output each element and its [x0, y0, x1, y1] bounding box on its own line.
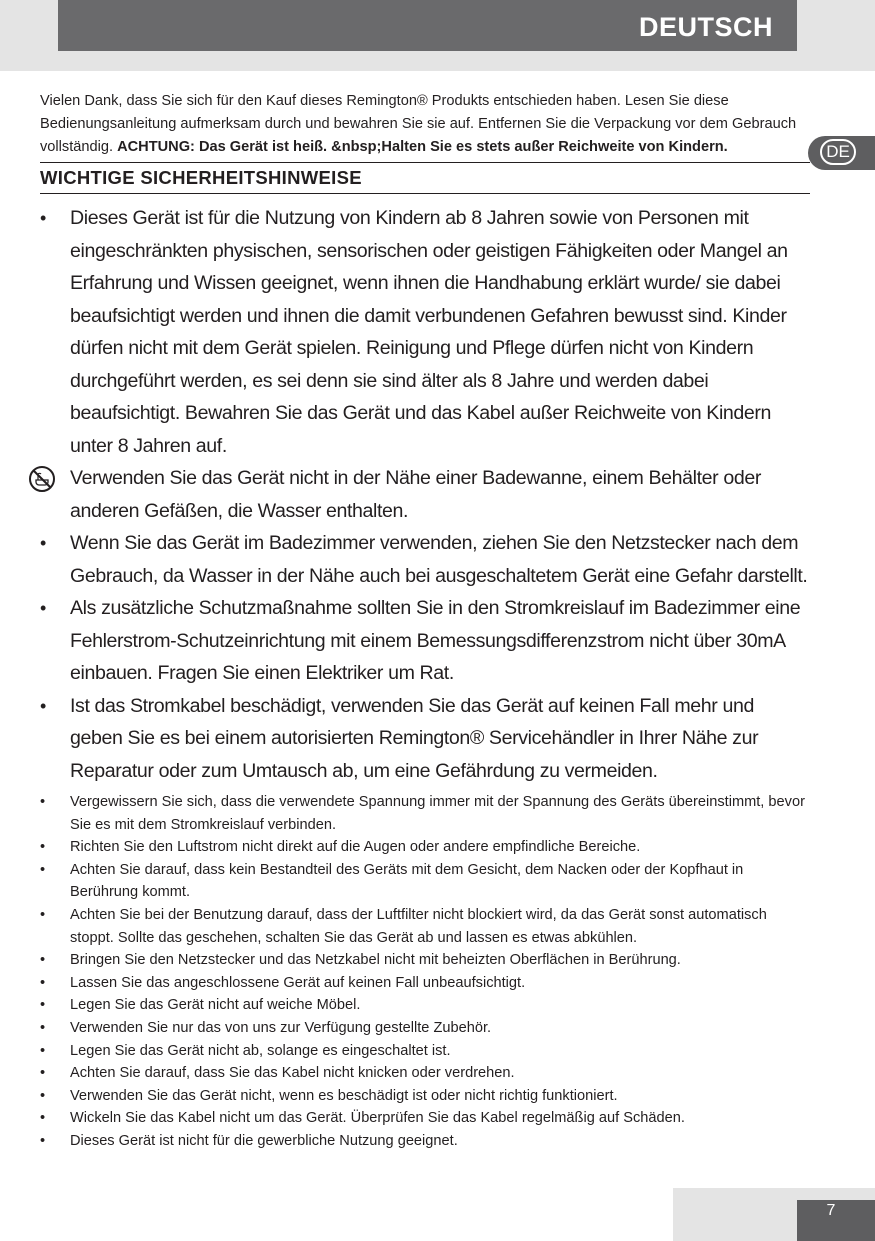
large-safety-list	[40, 202, 810, 787]
intro-text: Vielen Dank, dass Sie sich für den Kauf dieses Remington® Produkts entschieden haben. Lesen Sie diese Bedienungsanleitung aufmerksam durch und bewahren Sie sie auf. Entfernen Sie die Verpackung vor dem Gebrauch vollständig.	[40, 93, 797, 155]
list-item: • Bringen Sie den Netzstecker und das Netzkabel nicht mit beheizten Oberflächen in Berührung.	[40, 949, 810, 972]
list-item: • Legen Sie das Gerät nicht ab, solange es eingeschaltet ist.	[40, 1040, 810, 1063]
list-item: • Dieses Gerät ist nicht für die gewerbliche Nutzung geeignet.	[40, 1130, 810, 1153]
list-item: • Dieses Gerät ist für die Nutzung von Kindern ab 8 Jahren sowie von Personen mit eingeschränkten physischen, sensorischen oder geistigen Fähigkeiten oder Mangel an Erfahrung und Wissen geeignet, wenn ihnen die Handhabung erklärt wurde/ sie dabei beaufsichtigt werden und ihnen die damit verbundenen Gefahren bewusst sind. Kinder dürfen nicht mit dem Gerät spielen. Reinigung und Pflege dürfen nicht von Kindern durchgeführt werden, es sei denn sie sind älter als 8 Jahre und werden dabei beaufsichtigt. Bewahren Sie das Gerät und das Kabel außer Reichweite von Kindern unter 8 Jahren auf.	[40, 202, 810, 462]
list-item: • Verwenden Sie das Gerät nicht, wenn es beschädigt ist oder nicht richtig funktioniert.	[40, 1085, 810, 1108]
intro-warning: ACHTUNG: Das Gerät ist heiß. &nbsp;Halten Sie es stets außer Reichweite von Kindern.	[117, 139, 728, 155]
bullet: •	[40, 974, 46, 991]
list-item: • Lassen Sie das angeschlossene Gerät auf keinen Fall unbeaufsichtigt.	[40, 972, 810, 995]
language-header: DEUTSCH	[58, 0, 797, 51]
bullet: •	[40, 208, 46, 228]
bullet: •	[40, 952, 46, 969]
intro-paragraph	[40, 90, 810, 159]
bullet: •	[40, 1019, 46, 1036]
bullet: •	[40, 533, 46, 553]
list-item: • Wenn Sie das Gerät im Badezimmer verwenden, ziehen Sie den Netzstecker nach dem Gebrauch, da Wasser in der Nähe auch bei ausgeschaltetem Gerät eine Gefahr darstellt.	[40, 527, 810, 592]
language-code-badge: DE	[820, 139, 856, 165]
list-item: • Achten Sie bei der Benutzung darauf, dass der Luftfilter nicht blockiert wird, da das Gerät sonst automatisch stoppt. Sollte das geschehen, schalten Sie das Gerät ab und lassen es etwas abkühlen.	[40, 904, 810, 949]
list-item: • Verwenden Sie nur das von uns zur Verfügung gestellte Zubehör.	[40, 1017, 810, 1040]
bullet: •	[40, 1087, 46, 1104]
language-tab	[808, 136, 875, 170]
list-item: • Wickeln Sie das Kabel nicht um das Gerät. Überprüfen Sie das Kabel regelmäßig auf Schäden.	[40, 1107, 810, 1130]
list-item: • Legen Sie das Gerät nicht auf weiche Möbel.	[40, 994, 810, 1017]
list-item: • Als zusätzliche Schutzmaßnahme sollten Sie in den Stromkreislauf im Badezimmer eine Fehlerstrom-Schutzeinrichtung mit einem Bemessungsdifferenzstrom nicht über 30mA einbauen. Fragen Sie einen Elektriker um Rat.	[40, 592, 810, 690]
no-bathtub-icon	[28, 465, 56, 493]
bullet: •	[40, 861, 46, 878]
divider-bottom	[40, 193, 810, 194]
section-title: WICHTIGE SICHERHEITSHINWEISE	[40, 167, 362, 188]
bullet: •	[40, 1132, 46, 1149]
list-item: • Richten Sie den Luftstrom nicht direkt auf die Augen oder andere empfindliche Bereiche.	[40, 836, 810, 859]
bullet: •	[40, 695, 46, 716]
list-item: • Achten Sie darauf, dass Sie das Kabel nicht knicken oder verdrehen.	[40, 1062, 810, 1085]
bullet: •	[40, 906, 46, 923]
bullet: •	[40, 1065, 46, 1082]
small-safety-list	[40, 791, 810, 1153]
list-item: Verwenden Sie das Gerät nicht in der Nähe einer Badewanne, einem Behälter oder anderen Gefäßen, die Wasser enthalten.	[40, 462, 810, 527]
list-item: • Achten Sie darauf, dass kein Bestandteil des Geräts mit dem Gesicht, dem Nacken oder der Kopfhaut in Berührung kommt.	[40, 859, 810, 904]
list-item: • Ist das Stromkabel beschädigt, verwenden Sie das Gerät auf keinen Fall mehr und geben Sie es bei einem autorisierten Remington® Servicehändler in Ihrer Nähe zur Reparatur oder zum Umtausch ab, um eine Gefährdung zu vermeiden.	[40, 690, 810, 788]
bullet: •	[40, 1042, 46, 1059]
list-item: • Vergewissern Sie sich, dass die verwendete Spannung immer mit der Spannung des Geräts übereinstimmt, bevor Sie es mit dem Stromkreislauf verbinden.	[40, 791, 810, 836]
bullet: •	[40, 794, 46, 810]
page-number: 7	[797, 1200, 875, 1241]
bullet: •	[40, 598, 46, 618]
page-content	[40, 90, 810, 1153]
bullet: •	[40, 997, 46, 1014]
bullet: •	[40, 1110, 46, 1127]
bullet: •	[40, 839, 46, 856]
